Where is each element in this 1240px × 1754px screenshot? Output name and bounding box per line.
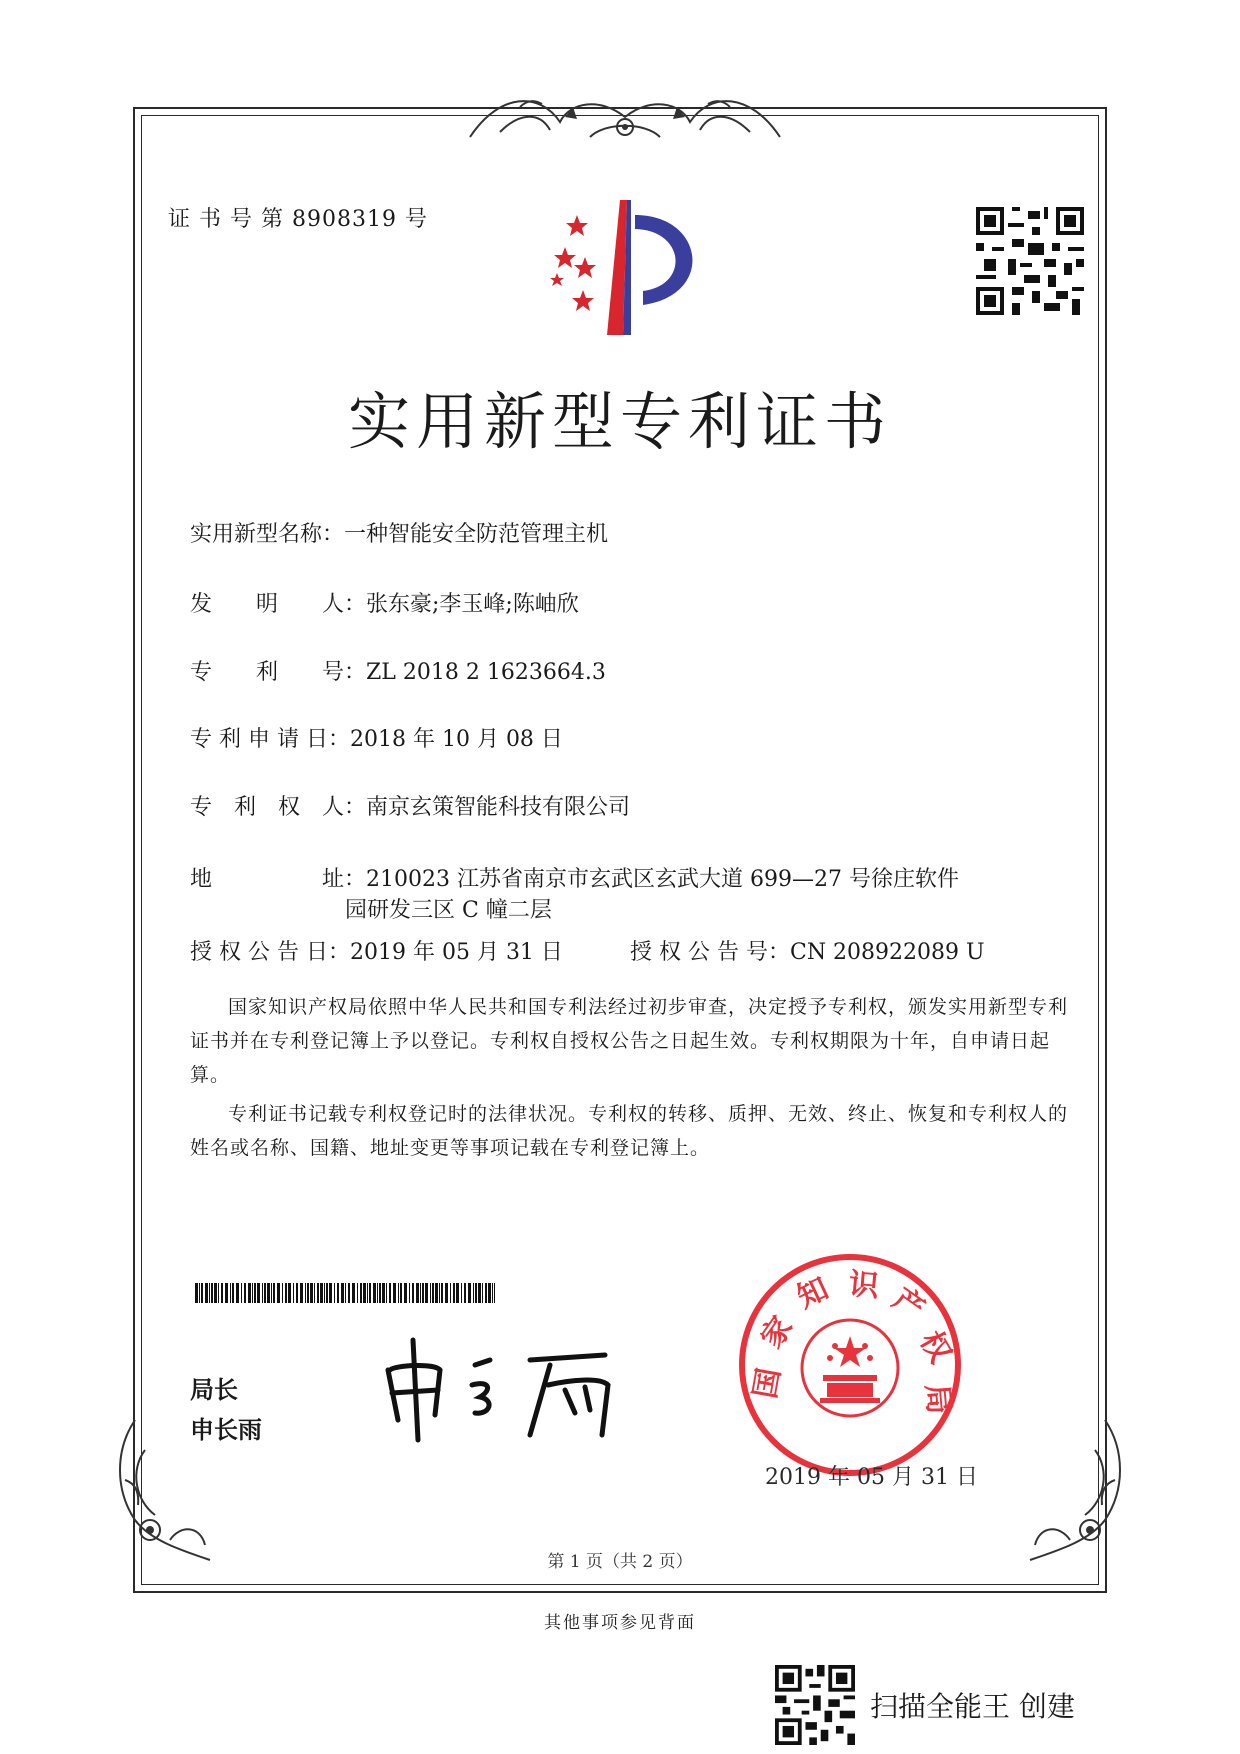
field-filing-date-label: 专 利 申 请 日：	[190, 727, 350, 752]
svg-text:局: 局	[918, 1382, 957, 1416]
field-name	[190, 517, 608, 548]
field-address-line2	[345, 893, 552, 924]
field-inventors	[190, 587, 579, 618]
field-grant-no	[630, 935, 985, 966]
seal-date: 2019 年 05 月 31 日	[765, 1465, 978, 1490]
svg-text:产: 产	[886, 1281, 931, 1328]
field-grant-no-label: 授 权 公 告 号：	[630, 940, 790, 965]
field-grant-no-value: CN 208922089 U	[789, 940, 985, 965]
signature-image	[380, 1335, 630, 1445]
svg-text:识: 识	[847, 1266, 881, 1305]
certificate-title: 实用新型专利证书	[347, 385, 892, 458]
field-patentee	[190, 790, 630, 821]
field-inventors-value: 张东豪;李玉峰;陈岫欣	[366, 592, 579, 617]
field-address-value-line2: 园研发三区 C 幢二层	[345, 898, 552, 923]
field-filing-date	[190, 722, 563, 753]
field-patent-no-label: 专 利 号：	[190, 660, 367, 685]
certificate-number: 证 书 号 第 8908319 号	[168, 207, 428, 232]
director-name: 申长雨	[190, 1416, 262, 1444]
svg-text:权: 权	[912, 1325, 958, 1369]
top-ornament-icon	[460, 82, 790, 147]
field-patentee-value: 南京玄策智能科技有限公司	[366, 795, 631, 820]
field-grant-date-value: 2019 年 05 月 31 日	[349, 940, 563, 965]
field-address-value-line1: 210023 江苏省南京市玄武区玄武大道 699—27 号徐庄软件	[366, 867, 959, 892]
director-title: 局长	[190, 1376, 238, 1404]
svg-text:国: 国	[747, 1365, 788, 1402]
cnipa-logo-icon	[545, 195, 725, 340]
barcode-icon	[195, 1283, 495, 1303]
svg-text:家: 家	[754, 1310, 801, 1355]
field-patentee-label: 专 利 权 人：	[190, 795, 367, 820]
back-note: 其他事项参见背面	[544, 1613, 696, 1633]
bottom-right-ornament-icon	[1010, 1410, 1130, 1570]
legal-status-paragraph: 专利证书记载专利权登记时的法律状况。专利权的转移、质押、无效、终止、恢复和专利权人的姓名或名称、国籍、地址变更等事项记载在专利登记簿上。	[190, 1103, 1069, 1159]
page-number: 第 1 页（共 2 页）	[547, 1552, 693, 1572]
field-grant-date	[190, 935, 563, 966]
official-seal-icon	[735, 1250, 965, 1480]
grant-statement-paragraph: 国家知识产权局依照中华人民共和国专利法经过初步审查，决定授予专利权，颁发实用新型专利证书并在专利登记簿上予以登记。专利权自授权公告之日起生效。专利权期限为十年，自申请日起算。	[190, 996, 1069, 1086]
field-name-value: 一种智能安全防范管理主机	[344, 522, 609, 547]
field-grant-date-label: 授 权 公 告 日：	[190, 940, 350, 965]
field-address	[190, 862, 959, 893]
field-name-label: 实用新型名称：	[190, 522, 345, 547]
field-inventors-label: 发 明 人：	[190, 592, 367, 617]
field-patent-no	[190, 655, 606, 686]
field-address-label: 地 址：	[190, 867, 367, 892]
field-patent-no-value: ZL 2018 2 1623664.3	[366, 660, 606, 685]
qr-code-top-icon	[976, 207, 1084, 315]
svg-text:知: 知	[791, 1271, 834, 1316]
field-filing-date-value: 2018 年 10 月 08 日	[349, 727, 563, 752]
qr-code-bottom-icon	[775, 1665, 855, 1745]
scanner-credit: 扫描全能王 创建	[870, 1690, 1075, 1723]
